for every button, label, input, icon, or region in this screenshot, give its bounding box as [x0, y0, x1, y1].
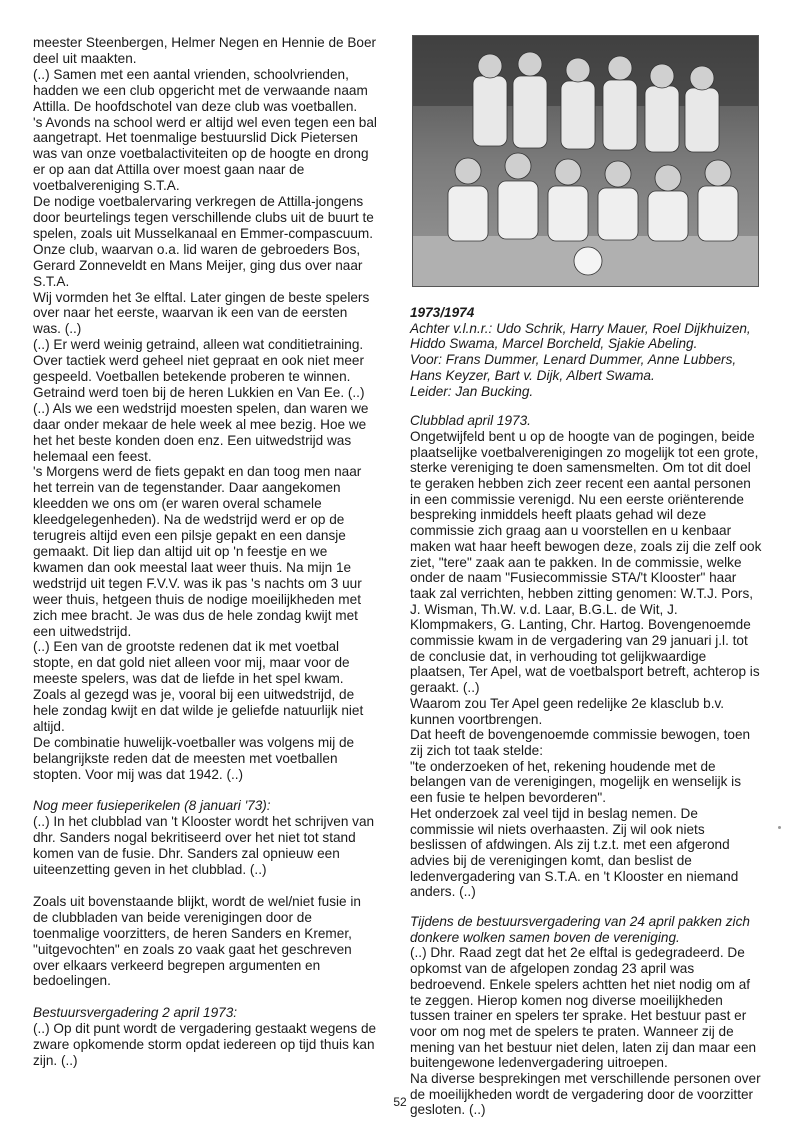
paragraph: (..) Als we een wedstrijd moesten spelen, dan waren we daar onder mekaar de hele week al mee bezig. Hoe we het het beste konden doen enz. Een uitwedstrijd was helemaal een feest.: [33, 400, 369, 464]
clubblad-paragraph: Ongetwijfeld bent u op de hoogte van de pogingen, beide plaatselijke voetbalverenigingen zo mogelijk tot een grote, sterke vereniging te doen samensmelten. Om tot dit doel te geraken hebben zich zeer recent een aantal personen in een commissie verenigd. Nu een eerste oriënterende bespreking inmiddels heeft plaats gehad wil deze commissie zich graag aan u voorstellen en u kenbaar maken wat haar heeft bewogen deze, zoals zij die zelf ook ziet, "tere" zaak aan te pakken. In de commissie, welke onder de naam "Fusiecommissie STA/'t Klooster" haar taak zal verrichten, hebben zitting genomen: W.T.J. Pors, J. Wisman, Th.W. v.d. Laar, B.G.L. de Wit, J. Klompmakers, G. Lanting, Chr. Hartog. Bovengenoemde commissie kwam in de vergadering van 29 januari j.l. tot de conclusie dat, in verhouding tot gelijkwaardige plaatsen, Ter Apel, wat de voetbalsport betreft, achterop is geraakt. (..): [410, 428, 762, 696]
dat-paragraph: Dat heeft de bovengenoemde commissie bewogen, toen zij zich tot taak stelde:: [410, 727, 751, 758]
paragraph: (..) Een van de grootste redenen dat ik met voetbal stopte, en dat gold niet alleen voor mij, maar voor de meeste spelers, was dat de liefde in het spel kwam. Zoals al gezegd was je, vooral bij een uitwedstrijd, de hele zondag kwijt en dat wilde je geliefde natuurlijk niet altijd.: [33, 639, 364, 734]
tijdens-heading: Tijdens de bestuursvergadering van 24 april pakken zich donkere wolken samen boven de vereniging.: [410, 914, 750, 945]
paragraph: De combinatie huwelijk-voetballer was volgens mij de belangrijkste reden dat de meesten met voetballen stopten. Voor mij was dat 1942. (..): [33, 734, 355, 782]
paragraph: meester Steenbergen, Helmer Negen en Hennie de Boer deel uit maakten.: [33, 35, 377, 66]
photo-caption-front-row: Voor: Frans Dummer, Lenard Dummer, Anne Lubbers, Hans Keyzer, Bart v. Dijk, Albert Swama.: [410, 352, 737, 383]
paragraph: De nodige voetbalervaring verkregen de Attilla-jongens door beurtelings tegen verschillende clubs uit de buurt te spelen, zoals uit Musselkanaal en Emmer-compascuum.: [33, 194, 374, 241]
right-column: [410, 305, 765, 1118]
paragraph: Wij vormden het 3e elftal. Later gingen de beste spelers over naar het eerste, waarvan ik een van de eersten was. (..): [33, 289, 370, 337]
paragraph: (..) Samen met een aantal vrienden, schoolvrienden, hadden we een club opgericht met de verwaande naam Attilla. De hoofdschotel van deze club was voetballen.: [33, 66, 368, 114]
zoals-paragraph: Zoals uit bovenstaande blijkt, wordt de wel/niet fusie in de clubbladen van beide verenigingen door de toenmalige voorzitters, de heren Sanders en Kremer, "uitgevochten" en zoals zo vaak gaat het geschreven over elkaars verkeerd begrepen argumenten en bedoelingen.: [33, 893, 361, 989]
left-column: [33, 35, 378, 1069]
fusie-paragraph: (..) In het clubblad van 't Klooster wordt het schrijven van dhr. Sanders nogal bekritiseerd over het niet tot stand komen van de fusie. Dhr. Sanders zal opnieuw een uiteenzetting geven in het clubblad. (..): [33, 814, 375, 878]
onderzoek-paragraph: Het onderzoek zal veel tijd in beslag nemen. De commissie wil niets overhaasten. Zij wil ook niets beslissen of afdwingen. Als zij t.z.t. met een afgerond advies bij de verenigingen komt, dan beslist de ledenvergadering van S.T.A. en 't Klooster en niemand anders. (..): [410, 805, 739, 900]
bestuur-heading: Bestuursvergadering 2 april 1973:: [33, 1005, 238, 1021]
team-photo-image: [413, 36, 758, 286]
bestuur-paragraph: (..) Op dit punt wordt de vergadering gestaakt wegens de zware opkomende storm opdat iedereen op tijd thuis kan zijn. (..): [33, 1021, 377, 1068]
clubblad-heading: Clubblad april 1973.: [410, 413, 531, 429]
quote-paragraph: "te onderzoeken of het, rekening houdende met de belangen van de verenigingen, mogelijk en wenselijk is een fusie te helpen bevorderen".: [410, 758, 741, 806]
na-diverse-paragraph: Na diverse besprekingen met verschillende personen over de moeilijkheden wordt de vergadering door de voorzitter gesloten. (..): [410, 1071, 761, 1118]
page-number: 52: [393, 1095, 407, 1109]
paragraph: 's Avonds na school werd er altijd wel even tegen een bal aangetrapt. Het toenmalige bestuurslid Dick Pietersen was van onze voetbalactiviteiten op de hoogte en drong er op aan dat Attilla over moest gaan naar de voetbalvereniging S.T.A.: [33, 114, 377, 194]
scan-speck: [778, 826, 781, 829]
photo-caption-leader: Leider: Jan Bucking.: [410, 383, 534, 399]
fusie-heading: Nog meer fusieperikelen (8 januari '73):: [33, 798, 271, 814]
paragraph: Onze club, waarvan o.a. lid waren de gebroeders Bos, Gerard Zonneveldt en Mans Meijer, ging dus over naar S.T.A.: [33, 241, 363, 289]
paragraph: (..) Er werd weinig getraind, alleen wat conditietraining. Over tactiek werd geheel niet gepraat en ook niet meer gespeeld. Voetballen betekende proberen te winnen. Getraind werd toen bij de heren Lukkien en Van Ee. (..): [33, 337, 365, 400]
photo-year: 1973/1974: [410, 305, 475, 320]
tijdens-paragraph: (..) Dhr. Raad zegt dat het 2e elftal is gedegradeerd. De opkomst van de afgelopen zondag 23 april was bedroevend. Enkele spelers achtten het niet nodig om af te zeggen. Hierop komen nog diverse moeilijkheden tussen trainer en spelers ter sprake. Het bestuur past er voor om nog met de spelers te praten. Wanneer zij de mening van het bestuur niet delen, laten zij dan maar een buitengewone ledenvergadering uitroepen.: [410, 945, 757, 1071]
waarom-paragraph: Waarom zou Ter Apel geen redelijke 2e klasclub b.v. kunnen voortbrengen.: [410, 695, 725, 727]
team-photo: [412, 35, 759, 287]
photo-caption-back-row: Achter v.l.n.r.: Udo Schrik, Harry Mauer, Roel Dijkhuizen, Hiddo Swama, Marcel Borcheld, Sjakie Abeling.: [410, 320, 751, 352]
paragraph: 's Morgens werd de fiets gepakt en dan toog men naar het terrein van de tegenstander. Daar aangekomen kleedden we ons om (er waren overal schamele kleedgelegenheden). Na de wedstrijd werd er op de terugreis altijd even een pilsje gepakt en een dansje gemaakt. Dit liep dan altijd uit op 'n feestje en we kwamen dan ook meestal laat weer thuis. Na mijn 1e wedstrijd uit tegen F.V.V. was ik pas 's nachts om 3 uur weer thuis, hetgeen thuis de nodige moeilijkheden met zich mee bracht. Je was dus de hele zondag kwijt met een uitwedstrijd.: [33, 464, 362, 639]
